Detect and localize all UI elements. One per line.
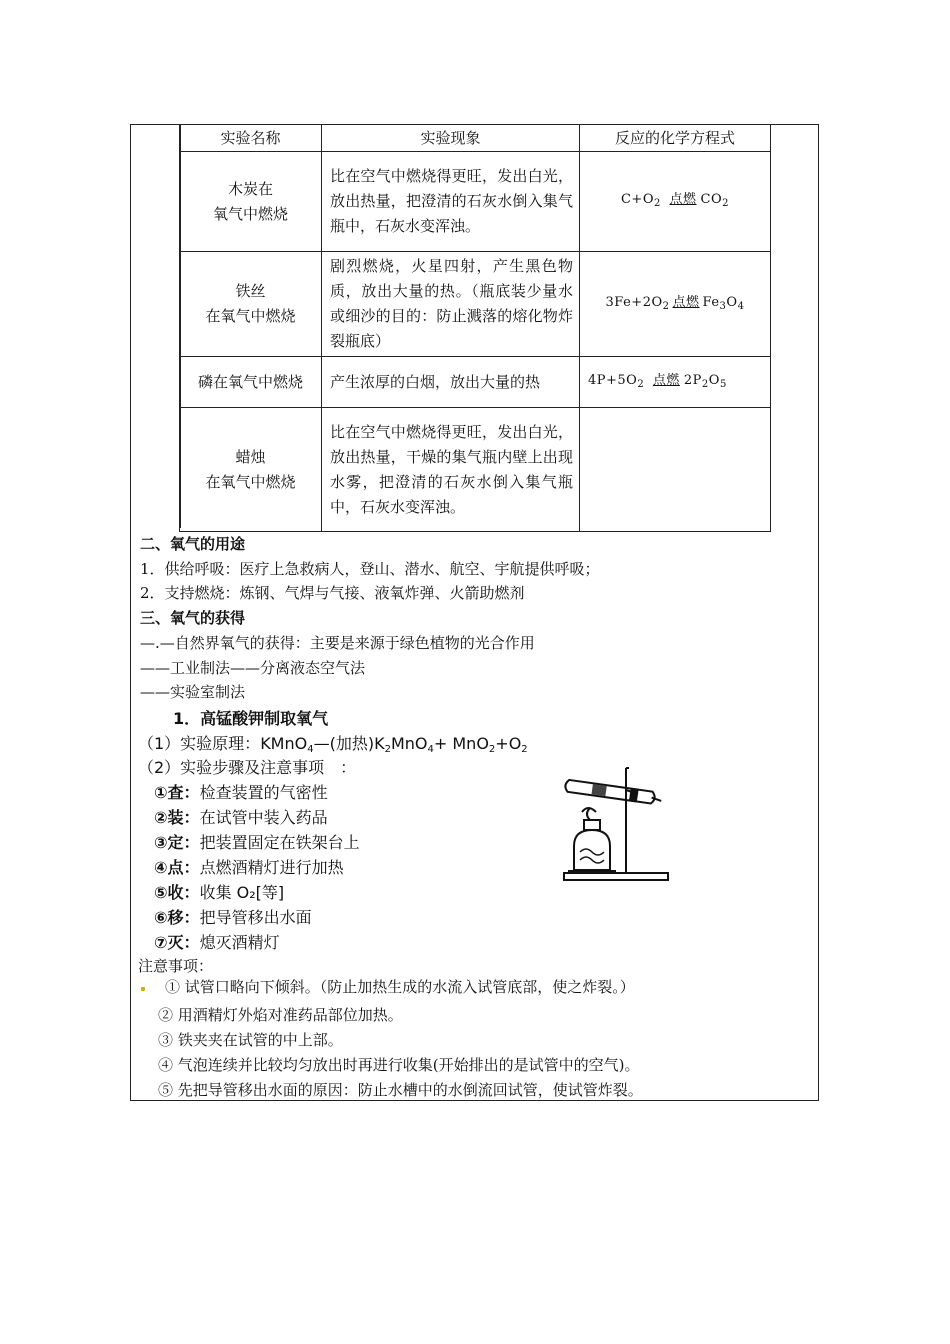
obtain-natural: —.—自然界氧气的获得：主要是来源于绿色植物的光合作用 bbox=[140, 634, 535, 652]
chemical-equation: $3Fe+2O_2$ 点燃 $Fe_3O_4$ bbox=[580, 252, 771, 357]
step-load: ②装：在试管中装入药品 bbox=[154, 808, 328, 827]
test-tube-heating-apparatus-icon bbox=[562, 760, 670, 882]
notes-title: 注意事项： bbox=[138, 957, 214, 975]
step-extinguish: ⑦灭：熄灭酒精灯 bbox=[154, 933, 280, 952]
table-header-row bbox=[180, 125, 771, 152]
uses-item-2: 2．支持燃烧：炼钢、气焊与气接、液氧炸弹、火箭助燃剂 bbox=[140, 584, 525, 602]
step-light: ④点：点燃酒精灯进行加热 bbox=[154, 858, 344, 877]
table-row bbox=[180, 252, 771, 357]
experiment-name: 木炭在 氧气中燃烧 bbox=[180, 152, 322, 252]
marker-icon bbox=[141, 987, 145, 991]
header-phenomenon: 实验现象 bbox=[322, 125, 580, 152]
header-equation: 反应的化学方程式 bbox=[580, 125, 771, 152]
chemical-equation: $4P+5O_2$ 点燃 $2P_2O_5$ bbox=[580, 357, 771, 408]
experiment-table bbox=[179, 124, 771, 532]
experiment-name: 铁丝 在氧气中燃烧 bbox=[180, 252, 322, 357]
step-fix: ③定：把装置固定在铁架台上 bbox=[154, 833, 360, 852]
experiment-phenomenon: 比在空气中燃烧得更旺，发出白光，放出热量，把澄清的石灰水倒入集气瓶中，石灰水变浑浊。 bbox=[322, 152, 580, 252]
experiment-name: 磷在氧气中燃烧 bbox=[180, 357, 322, 408]
chemical-equation: $C+O_2$ 点燃 $CO_2$ bbox=[580, 152, 771, 252]
experiment-phenomenon: 剧烈燃烧，火星四射，产生黑色物质，放出大量的热。（瓶底装少量水或细沙的目的：防止溅落的熔化物炸裂瓶底） bbox=[322, 252, 580, 357]
table-row bbox=[180, 357, 771, 408]
note-item: ① 试管口略向下倾斜。（防止加热生成的水流入试管底部，使之炸裂。） bbox=[165, 978, 635, 996]
method-title: 1．高锰酸钾制取氧气 bbox=[173, 709, 329, 728]
table-row bbox=[180, 152, 771, 252]
obtain-laboratory: ——实验室制法 bbox=[140, 683, 246, 701]
chemical-equation bbox=[580, 408, 771, 532]
steps-title: （2）实验步骤及注意事项 ： bbox=[138, 758, 357, 777]
step-check: ①查：检查装置的气密性 bbox=[154, 783, 328, 802]
note-item: ③ 铁夹夹在试管的中上部。 bbox=[158, 1031, 343, 1049]
header-name: 实验名称 bbox=[180, 125, 322, 152]
experiment-name: 蜡烛 在氧气中燃烧 bbox=[180, 408, 322, 532]
experiment-principle: （1）实验原理：KMnO$_4$—(加热)$K_2MnO_4+ MnO_2+O_2$ bbox=[138, 734, 528, 755]
step-remove: ⑥移：把导管移出水面 bbox=[154, 908, 312, 927]
obtain-industrial: ——工业制法——分离液态空气法 bbox=[140, 659, 366, 677]
experiment-phenomenon: 比在空气中燃烧得更旺，发出白光，放出热量，干燥的集气瓶内壁上出现水雾，把澄清的石灰水倒入集气瓶中，石灰水变浑浊。 bbox=[322, 408, 580, 532]
experiment-phenomenon: 产生浓厚的白烟，放出大量的热 bbox=[322, 357, 580, 408]
note-item: ④ 气泡连续并比较均匀放出时再进行收集(开始排出的是试管中的空气)。 bbox=[158, 1056, 640, 1074]
obtain-heading: 三、氧气的获得 bbox=[140, 609, 246, 627]
uses-heading: 二、氧气的用途 bbox=[140, 535, 246, 553]
step-collect: ⑤收：收集 O₂[等] bbox=[154, 883, 285, 902]
note-item: ⑤ 先把导管移出水面的原因：防止水槽中的水倒流回试管，使试管炸裂。 bbox=[158, 1081, 643, 1099]
uses-item-1: 1．供给呼吸：医疗上急救病人，登山、潜水、航空、宇航提供呼吸； bbox=[140, 560, 600, 578]
table-row bbox=[180, 408, 771, 532]
note-item: ② 用酒精灯外焰对准药品部位加热。 bbox=[158, 1006, 403, 1024]
